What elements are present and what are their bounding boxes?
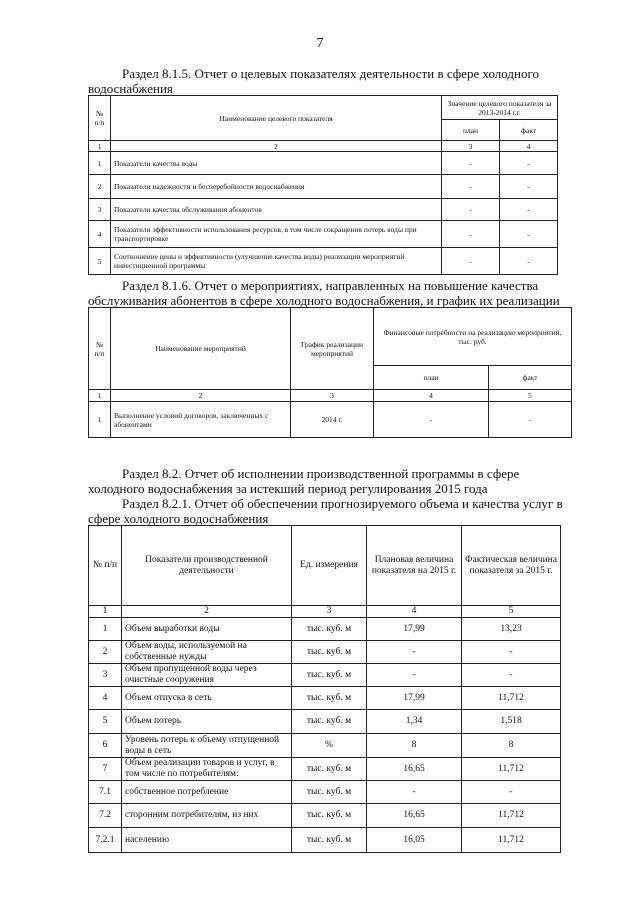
row-number: 1 bbox=[89, 402, 111, 438]
column-index: 4 bbox=[500, 141, 558, 152]
unit-value: тыс. куб. м bbox=[292, 710, 367, 734]
plan-value: - bbox=[442, 248, 500, 275]
row-number: 7.2.1 bbox=[89, 828, 122, 853]
plan-value: - bbox=[367, 641, 462, 664]
section-8-2-1-heading-line1: Раздел 8.2.1. Отчет об обеспечении прогнозируемого объема и качества услуг в bbox=[122, 496, 563, 511]
target-indicators-table bbox=[88, 95, 558, 275]
plan-value: 1,34 bbox=[367, 710, 462, 734]
row-number: 2 bbox=[89, 641, 122, 664]
row-number: 1 bbox=[89, 618, 122, 641]
row-number: 6 bbox=[89, 734, 122, 758]
indicator-name: собственное потребление bbox=[122, 781, 292, 804]
row-number: 3 bbox=[89, 199, 111, 221]
plan-value: - bbox=[442, 199, 500, 221]
fact-value: 11,712 bbox=[462, 758, 561, 781]
production-indicators-table bbox=[88, 525, 561, 853]
table-row bbox=[89, 199, 558, 221]
section-8-1-5-heading-line1: Раздел 8.1.5. Отчет о целевых показателях деятельности в сфере холодного bbox=[122, 66, 539, 81]
header-plan: Плановая величина показателя на 2015 г. bbox=[367, 526, 462, 606]
plan-value: - bbox=[442, 175, 500, 199]
row-number: 4 bbox=[89, 687, 122, 710]
indicator-name: Объем отпуска в сеть bbox=[122, 687, 292, 710]
fact-value: - bbox=[500, 199, 558, 221]
column-index: 2 bbox=[111, 141, 442, 152]
indicator-name: Соотношение цены и эффективности (улучшение качества воды) реализации мероприятий инвестиционной программы bbox=[111, 248, 442, 275]
fact-value: - bbox=[500, 175, 558, 199]
indicator-name: Показатели надежности и бесперебойности водоснабжения bbox=[111, 175, 442, 199]
section-8-2-heading-line2: холодного водоснабжения за истекший период регулирования 2015 года bbox=[88, 481, 488, 496]
column-index: 2 bbox=[122, 606, 292, 618]
row-number: 3 bbox=[89, 664, 122, 687]
header-measure-name: Наименование мероприятий bbox=[111, 308, 291, 390]
column-index: 3 bbox=[292, 606, 367, 618]
table-row bbox=[89, 664, 561, 687]
table-row bbox=[89, 248, 558, 275]
unit-value: % bbox=[292, 734, 367, 758]
fact-value: 11,712 bbox=[462, 687, 561, 710]
header-plan: план bbox=[374, 366, 489, 390]
row-number: 4 bbox=[89, 221, 111, 248]
header-plan: план bbox=[442, 120, 500, 141]
table-row bbox=[89, 687, 561, 710]
column-index: 1 bbox=[89, 606, 122, 618]
section-8-1-6-heading-line2: обслуживания абонентов в сфере холодного водоснабжения, и график их реализации bbox=[88, 293, 560, 308]
table-row bbox=[89, 618, 561, 641]
section-8-2-1-heading-line2: сфере холодного водоснабжения bbox=[88, 511, 269, 526]
fact-value: 1,518 bbox=[462, 710, 561, 734]
column-index: 2 bbox=[111, 390, 291, 402]
section-8-1-5-heading-line2: водоснабжения bbox=[88, 81, 173, 96]
table-row bbox=[89, 781, 561, 804]
column-index: 3 bbox=[442, 141, 500, 152]
unit-value: тыс. куб. м bbox=[292, 828, 367, 853]
row-number: 5 bbox=[89, 710, 122, 734]
table-row bbox=[89, 175, 558, 199]
row-number: 7 bbox=[89, 758, 122, 781]
header-indicator-value: Значение целевого показателя за 2013-2014 г.г. bbox=[442, 96, 558, 120]
table-row bbox=[89, 804, 561, 828]
header-financial-needs: Финансовые потребности на реализацию мероприятий, тыс. руб. bbox=[374, 308, 572, 366]
unit-value: тыс. куб. м bbox=[292, 781, 367, 804]
indicator-name: Объем потерь bbox=[122, 710, 292, 734]
indicator-name: Показатели качества обслуживания абонентов bbox=[111, 199, 442, 221]
plan-value: 17,99 bbox=[367, 618, 462, 641]
section-8-2-heading-line1: Раздел 8.2. Отчет об исполнении производственной программы в сфере bbox=[122, 466, 520, 481]
header-schedule: График реализации мероприятий bbox=[291, 308, 374, 390]
column-index: 5 bbox=[462, 606, 561, 618]
table-row bbox=[89, 710, 561, 734]
header-fact: факт bbox=[500, 120, 558, 141]
row-number: 2 bbox=[89, 175, 111, 199]
indicator-name: Объем воды, используемой на собственные нужды bbox=[122, 641, 292, 664]
column-index: 3 bbox=[291, 390, 374, 402]
column-index: 1 bbox=[89, 390, 111, 402]
page-number: 7 bbox=[316, 36, 324, 51]
row-number: 7.1 bbox=[89, 781, 122, 804]
header-fact: Фактическая величина показателя за 2015 г. bbox=[462, 526, 561, 606]
table-row bbox=[89, 641, 561, 664]
unit-value: тыс. куб. м bbox=[292, 804, 367, 828]
fact-value: 13,23 bbox=[462, 618, 561, 641]
header-num: № п/п bbox=[89, 308, 111, 390]
indicator-name: Объем выработки воды bbox=[122, 618, 292, 641]
plan-value: 8 bbox=[367, 734, 462, 758]
plan-value: - bbox=[367, 664, 462, 687]
table-row bbox=[89, 152, 558, 175]
column-index: 1 bbox=[89, 141, 111, 152]
schedule-value: 2014 г. bbox=[291, 402, 374, 438]
column-index: 4 bbox=[367, 606, 462, 618]
row-number: 1 bbox=[89, 152, 111, 175]
unit-value: тыс. куб. м bbox=[292, 618, 367, 641]
row-number: 7.2 bbox=[89, 804, 122, 828]
fact-value: - bbox=[500, 248, 558, 275]
fact-value: 11,712 bbox=[462, 828, 561, 853]
fact-value: - bbox=[462, 641, 561, 664]
plan-value: - bbox=[442, 152, 500, 175]
plan-value: 17,99 bbox=[367, 687, 462, 710]
indicator-name: Объем реализации товаров и услуг, в том числе по потребителям: bbox=[122, 758, 292, 781]
column-index: 4 bbox=[374, 390, 489, 402]
fact-value: - bbox=[500, 152, 558, 175]
column-index: 5 bbox=[489, 390, 572, 402]
plan-value: 16,65 bbox=[367, 758, 462, 781]
fact-value: - bbox=[462, 781, 561, 804]
indicator-name: сторонним потребителям, из них bbox=[122, 804, 292, 828]
table-row bbox=[89, 221, 558, 248]
section-8-1-6-heading-line1: Раздел 8.1.6. Отчет о мероприятиях, направленных на повышение качества bbox=[122, 278, 539, 293]
plan-value: - bbox=[367, 781, 462, 804]
header-num: № п/п bbox=[89, 96, 111, 141]
indicator-name: Показатели качества воды bbox=[111, 152, 442, 175]
header-unit: Ед. измерения bbox=[292, 526, 367, 606]
table-row bbox=[89, 734, 561, 758]
fact-value: - bbox=[462, 664, 561, 687]
header-indicator-name: Наименование целевого показателя bbox=[111, 96, 442, 141]
plan-value: - bbox=[374, 402, 489, 438]
unit-value: тыс. куб. м bbox=[292, 641, 367, 664]
row-number: 5 bbox=[89, 248, 111, 275]
table-row bbox=[89, 828, 561, 853]
table-row bbox=[89, 758, 561, 781]
measure-name: Выполнение условий договоров, заключенных с абонентами bbox=[111, 402, 291, 438]
header-indicator-name: Показатели производственной деятельности bbox=[122, 526, 292, 606]
fact-value: 11,712 bbox=[462, 804, 561, 828]
header-fact: факт bbox=[489, 366, 572, 390]
header-num: № п/п bbox=[89, 526, 122, 606]
fact-value: - bbox=[500, 221, 558, 248]
plan-value: - bbox=[442, 221, 500, 248]
unit-value: тыс. куб. м bbox=[292, 758, 367, 781]
fact-value: - bbox=[489, 402, 572, 438]
indicator-name: Показатели эффективности использования ресурсов, в том числе сокращения потерь воды при транспортировке bbox=[111, 221, 442, 248]
unit-value: тыс. куб. м bbox=[292, 664, 367, 687]
fact-value: 8 bbox=[462, 734, 561, 758]
table-row bbox=[89, 402, 572, 438]
indicator-name: Объем пропущенной воды через очистные сооружения bbox=[122, 664, 292, 687]
unit-value: тыс. куб. м bbox=[292, 687, 367, 710]
customer-service-measures-table bbox=[88, 307, 572, 438]
plan-value: 16,05 bbox=[367, 828, 462, 853]
indicator-name: населению bbox=[122, 828, 292, 853]
indicator-name: Уровень потерь к объему отпущенной воды в сеть bbox=[122, 734, 292, 758]
plan-value: 16,65 bbox=[367, 804, 462, 828]
